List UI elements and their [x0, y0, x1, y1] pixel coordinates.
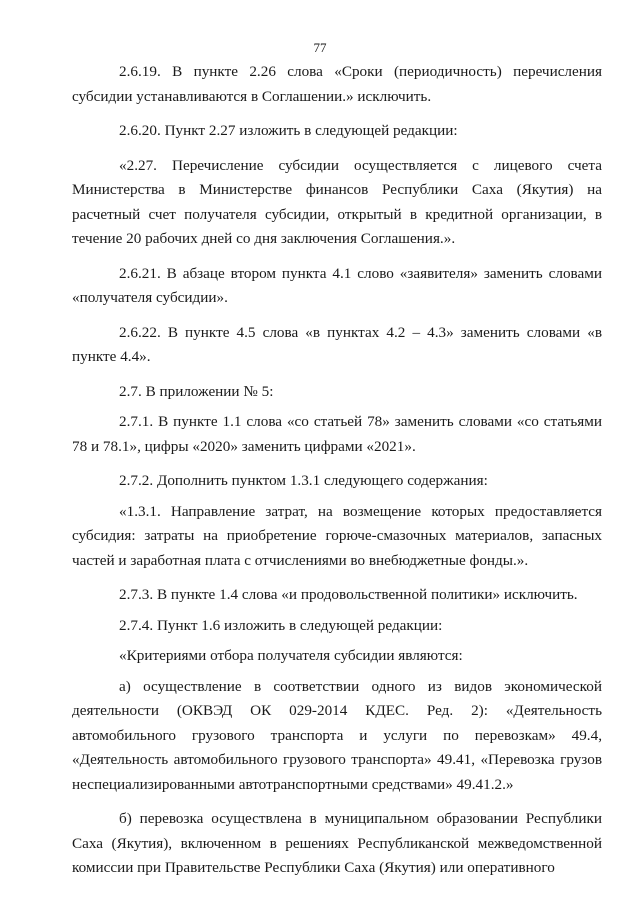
- paragraph-2-7-2: 2.7.2. Дополнить пунктом 1.3.1 следующего содержания:: [119, 472, 488, 489]
- paragraph-2-6-21: 2.6.21. В абзаце втором пункта 4.1 слово «заявителя» заменить словами «получателя субсидии».: [72, 264, 602, 306]
- paragraph-criteria-intro: «Критериями отбора получателя субсидии являются:: [119, 647, 463, 664]
- paragraph-2-7-4: 2.7.4. Пункт 1.6 изложить в следующей редакции:: [119, 616, 443, 634]
- paragraph-2-7-1: 2.7.1. В пункте 1.1 слова «со статьей 78» заменить словами «со статьями 78 и 78.1», цифры «2020» заменить цифрами «2021».: [72, 413, 602, 455]
- paragraph-2-6-19: 2.6.19. В пункте 2.26 слова «Сроки (периодичность) перечисления субсидии устанавливаются в Соглашении.» исключить.: [72, 63, 602, 105]
- paragraph-2-7: 2.7. В приложении № 5:: [119, 382, 274, 400]
- page-number: 77: [313, 40, 327, 55]
- paragraph-1-3-1-quote: «1.3.1. Направление затрат, на возмещение которых предоставляется субсидия: затраты на приобретение горюче-смазочных материалов, запасных частей и заработная плата с отчислениями во внебюджетные фонды.».: [72, 502, 602, 569]
- paragraph-2-6-22: 2.6.22. В пункте 4.5 слова «в пунктах 4.2 – 4.3» заменить словами «в пункте 4.4».: [72, 323, 602, 365]
- paragraph-2-6-20: 2.6.20. Пункт 2.27 изложить в следующей редакции:: [119, 122, 458, 139]
- paragraph-criteria-b: б) перевозка осуществлена в муниципальном образовании Республики Саха (Якутия), включенном в решениях Республиканской межведомственной комиссии при Правительстве Республики Саха (Якутия) или оперативного: [72, 810, 602, 876]
- paragraph-criteria-a: а) осуществление в соответствии одного из видов экономической деятельности (ОКВЭД ОК 029-2014 КДЕС. Ред. 2): «Деятельность автомобильного грузового транспорта и услуги по перевозкам» 49.4, «Деятельность автомобильного грузового транспорта» 49.41, «Перевозка грузов неспециализированными автотранспортными средствами» 49.41.2.»: [72, 677, 602, 793]
- paragraph-2-27-quote: «2.27. Перечисление субсидии осуществляется с лицевого счета Министерства в Министерстве финансов Республики Саха (Якутия) на расчетный счет получателя субсидии, открытый в кредитной организации, в течение 20 рабочих дней со дня заключения Соглашения.».: [72, 156, 602, 247]
- document-body: [72, 60, 602, 891]
- paragraph-2-7-3: 2.7.3. В пункте 1.4 слова «и продовольственной политики» исключить.: [119, 586, 578, 603]
